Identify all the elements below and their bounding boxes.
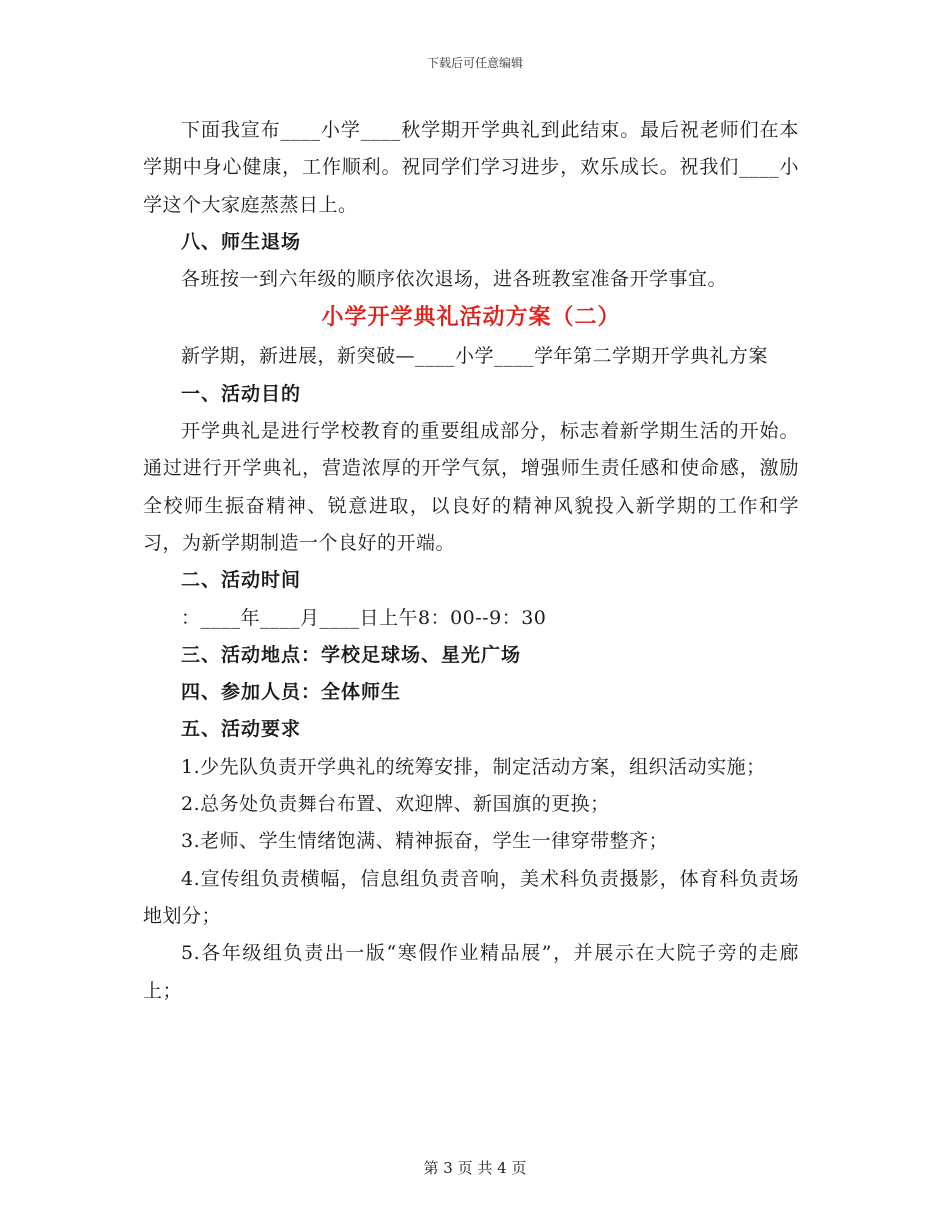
requirement-item-5: 5.各年级组负责出一版“寒假作业精品展”，并展示在大院子旁的走廊上； bbox=[143, 942, 799, 1002]
section-2-text: ：____年____月____日上午8：00--9：30 bbox=[181, 606, 547, 629]
section-4-heading: 四、参加人员：全体师生 bbox=[181, 681, 402, 704]
section-1-text: 开学典礼是进行学校教育的重要组成部分，标志着新学期生活的开始。通过进行开学典礼，营造浓厚的开学气氛，增强师生责任感和使命感，激励全校师生振奋精神、锐意进取，以良好的精神风貌投入新学期的工作和学习，为新学期制造一个良好的开端。 bbox=[143, 420, 799, 554]
section-5-heading: 五、活动要求 bbox=[181, 718, 302, 741]
requirement-item-4: 4.宣传组负责横幅，信息组负责音响，美术科负责摄影，体育科负责场地划分； bbox=[143, 867, 799, 927]
page-footer: 第 3 页 共 4 页 bbox=[423, 1159, 527, 1177]
section-3-heading: 三、活动地点：学校足球场、星光广场 bbox=[181, 643, 522, 666]
page-header: 下载后可任意编辑 bbox=[426, 56, 523, 70]
section-8-heading: 八、师生退场 bbox=[181, 230, 302, 253]
section-8-text: 各班按一到六年级的顺序依次退场，进各班教室准备开学事宜。 bbox=[181, 268, 728, 291]
document-title: 小学开学典礼活动方案（二） bbox=[321, 305, 621, 331]
requirement-item-3: 3.老师、学生情绪饱满、精神振奋，学生一律穿带整齐； bbox=[181, 830, 669, 853]
section-2-heading: 二、活动时间 bbox=[181, 569, 302, 592]
document-body bbox=[143, 112, 799, 1010]
closing-paragraph: 下面我宣布____小学____秋学期开学典礼到此结束。最后祝老师们在本学期中身心健康，工作顺利。祝同学们学习进步，欢乐成长。祝我们____小学这个大家庭蒸蒸日上。 bbox=[143, 119, 799, 216]
section-1-heading: 一、活动目的 bbox=[181, 382, 302, 405]
requirement-item-2: 2.总务处负责舞台布置、欢迎牌、新国旗的更换； bbox=[181, 793, 610, 816]
intro-paragraph: 新学期，新进展，新突破—____小学____学年第二学期开学典礼方案 bbox=[181, 345, 769, 368]
requirement-item-1: 1.少先队负责开学典礼的统筹安排，制定活动方案，组织活动实施； bbox=[181, 755, 766, 778]
